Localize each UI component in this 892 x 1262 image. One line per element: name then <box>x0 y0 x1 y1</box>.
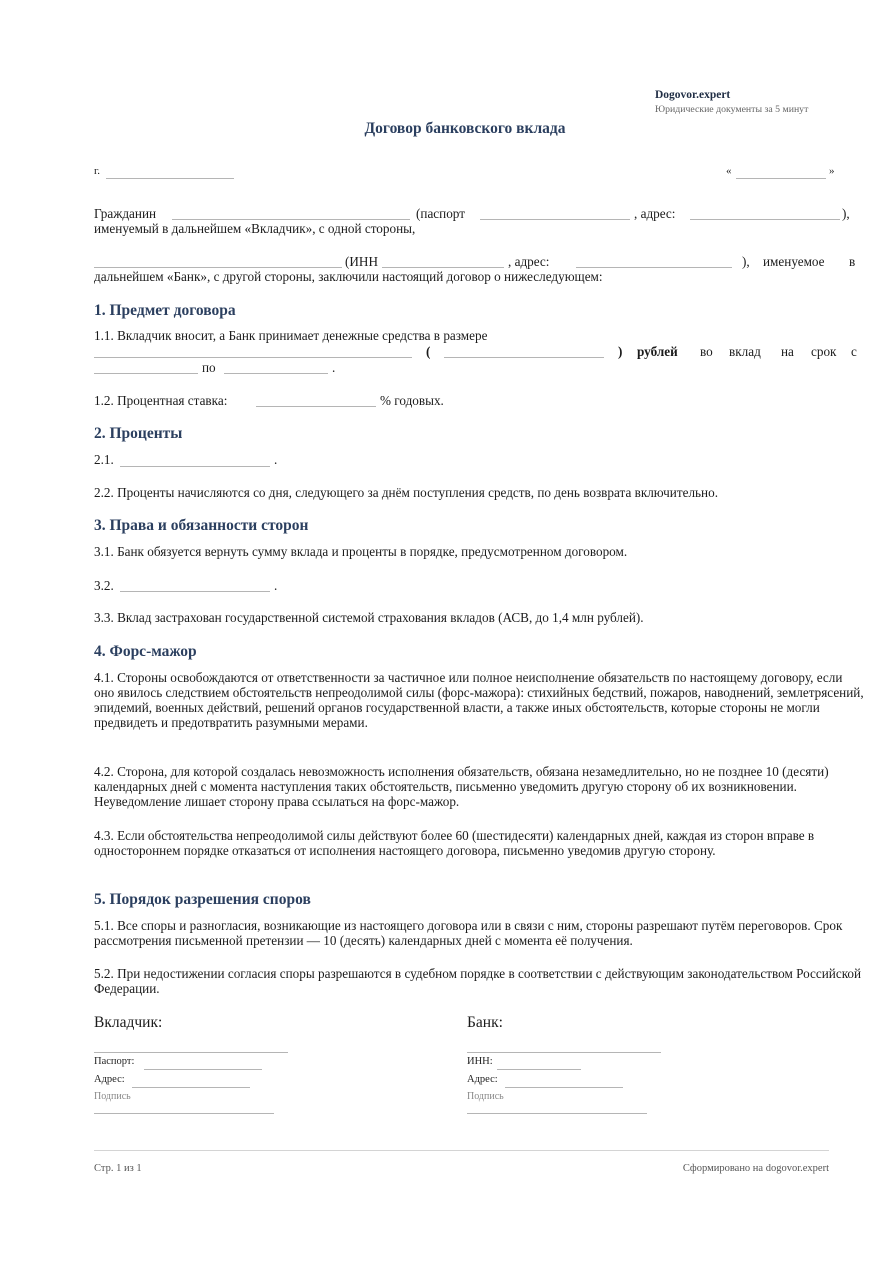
depositor-address-label: Адрес: <box>94 1074 125 1085</box>
brand-tagline: Юридические документы за 5 минут <box>655 104 809 115</box>
amount-words-field[interactable] <box>444 357 604 358</box>
term-end-field[interactable] <box>224 373 328 374</box>
clause-1-1-word: на <box>781 344 794 359</box>
city-prefix: г. <box>94 165 101 177</box>
party2-word-imenuemoe: именуемое <box>763 254 825 269</box>
party2-line2: дальнейшем «Банк», с другой стороны, заключили настоящий договор о нижеследующем: <box>94 269 603 284</box>
depositor-signature-field[interactable] <box>94 1113 274 1114</box>
section-1-heading: 1. Предмет договора <box>94 302 236 319</box>
party1-name-field[interactable] <box>172 219 410 220</box>
bank-signature-field[interactable] <box>467 1113 647 1114</box>
date-field[interactable] <box>736 178 826 179</box>
amount-close-paren: ) <box>618 344 623 359</box>
depositor-signature-label: Подпись <box>94 1091 131 1102</box>
term-start-field[interactable] <box>94 373 198 374</box>
party1-passport-field[interactable] <box>480 219 630 220</box>
rate-field[interactable] <box>256 406 376 407</box>
bank-address-field[interactable] <box>505 1087 623 1088</box>
bank-inn-label: ИНН: <box>467 1056 493 1067</box>
bank-name-field[interactable] <box>467 1052 661 1053</box>
clause-4-1: 4.1. Стороны освобождаются от ответственности за частичное или полное неисполнение обязательств по настоящему договору, если оно явилось следствием обстоятельств непреодолимой силы (форс-мажора): стихийных бедствий, пожаров, наводнений, землетрясений, эпидемий, военных действий, решений органов государственной власти, а также иных обстоятельств, которые стороны не могли предвидеть и предотвратить разумными мерами. <box>94 670 864 730</box>
party1-passport-label: (паспорт <box>416 206 465 221</box>
clause-3-3: 3.3. Вклад застрахован государственной системой страхования вкладов (АСВ, до 1,4 млн рублей). <box>94 610 644 625</box>
amount-open-paren: ( <box>426 344 431 359</box>
bank-signature-label: Подпись <box>467 1091 504 1102</box>
footer-divider <box>94 1150 829 1151</box>
party2-address-field[interactable] <box>576 267 732 268</box>
clause-2-1-field[interactable] <box>120 466 270 467</box>
party2-address-label: , адрес: <box>508 254 550 269</box>
generated-by: Сформировано на dogovor.expert <box>682 1163 829 1174</box>
party2-close: ), <box>742 254 750 269</box>
clause-1-1: 1.1. Вкладчик вносит, а Банк принимает денежные средства в размере <box>94 328 488 343</box>
page-title: Договор банковского вклада <box>364 120 566 137</box>
rubles-label: рублей <box>637 344 678 359</box>
clause-5-2: 5.2. При недостижении согласия споры разрешаются в судебном порядке в соответствии с действующим законодательством Российской Федерации. <box>94 966 862 996</box>
clause-2-1-dot: . <box>274 452 278 467</box>
clause-1-1-word: во <box>700 344 713 359</box>
party1-citizen-label: Гражданин <box>94 206 157 221</box>
clause-5-1: 5.1. Все споры и разногласия, возникающие из настоящего договора или в связи с ним, стороны разрешают путём переговоров. Срок рассмотрения письменной претензии — 10 (десять) календарных дней с момента её получения. <box>94 918 843 948</box>
section-5-heading: 5. Порядок разрешения споров <box>94 891 311 908</box>
clause-2-1: 2.1. <box>94 452 114 467</box>
clause-3-2-dot: . <box>274 578 278 593</box>
date-close-quote: » <box>829 165 835 177</box>
amount-digits-field[interactable] <box>94 357 412 358</box>
date-open-quote: « <box>726 165 732 177</box>
clause-4-2: 4.2. Сторона, для которой создалась невозможность исполнения обязательств, обязана незамедлительно, но не позднее 10 (десяти) календарных дней с момента наступления таких обстоятельств, письменно уведомить другую сторону об их возникновении. Неуведомление лишает сторону права ссылаться на форс-мажор. <box>94 764 829 809</box>
rate-suffix: % годовых. <box>380 393 444 408</box>
depositor-passport-field[interactable] <box>144 1069 262 1070</box>
clause-1-1-word: вклад <box>729 344 761 359</box>
section-3-heading: 3. Права и обязанности сторон <box>94 517 309 534</box>
clause-1-1-dot: . <box>332 360 336 375</box>
section-2-heading: 2. Проценты <box>94 425 183 442</box>
clause-3-2: 3.2. <box>94 578 114 593</box>
depositor-passport-label: Паспорт: <box>94 1056 135 1067</box>
clause-4-3: 4.3. Если обстоятельства непреодолимой силы действуют более 60 (шестидесяти) календарных дней, каждая из сторон вправе в одностороннем порядке отказаться от исполнения настоящего договора, письменно уведомив другую сторону. <box>94 828 815 858</box>
clause-2-2: 2.2. Проценты начисляются со дня, следующего за днём поступления средств, по день возврата включительно. <box>94 485 719 500</box>
clause-1-1-word: с <box>851 344 857 359</box>
brand-name: Dogovor.expert <box>655 89 731 101</box>
page-number: Стр. 1 из 1 <box>94 1163 142 1174</box>
party1-line2: именуемый в дальнейшем «Вкладчик», с одной стороны, <box>94 221 416 236</box>
bank-address-label: Адрес: <box>467 1074 498 1085</box>
city-field[interactable] <box>106 178 234 179</box>
depositor-address-field[interactable] <box>132 1087 250 1088</box>
party1-close: ), <box>842 206 850 221</box>
party2-word-v: в <box>849 254 856 269</box>
depositor-sign-title: Вкладчик: <box>94 1014 163 1031</box>
depositor-name-field[interactable] <box>94 1052 288 1053</box>
bank-inn-field[interactable] <box>497 1069 581 1070</box>
clause-3-1: 3.1. Банк обязуется вернуть сумму вклада и проценты в порядке, предусмотренном договором. <box>94 544 628 559</box>
clause-3-2-field[interactable] <box>120 591 270 592</box>
party2-name-field[interactable] <box>94 267 342 268</box>
party2-inn-label: (ИНН <box>345 254 378 269</box>
clause-1-1-word: срок <box>811 344 837 359</box>
term-po-label: по <box>202 360 216 375</box>
party2-inn-field[interactable] <box>382 267 504 268</box>
clause-1-2: 1.2. Процентная ставка: <box>94 393 228 408</box>
party1-address-label: , адрес: <box>634 206 676 221</box>
party1-address-field[interactable] <box>690 219 840 220</box>
section-4-heading: 4. Форс-мажор <box>94 643 197 660</box>
bank-sign-title: Банк: <box>467 1014 503 1031</box>
